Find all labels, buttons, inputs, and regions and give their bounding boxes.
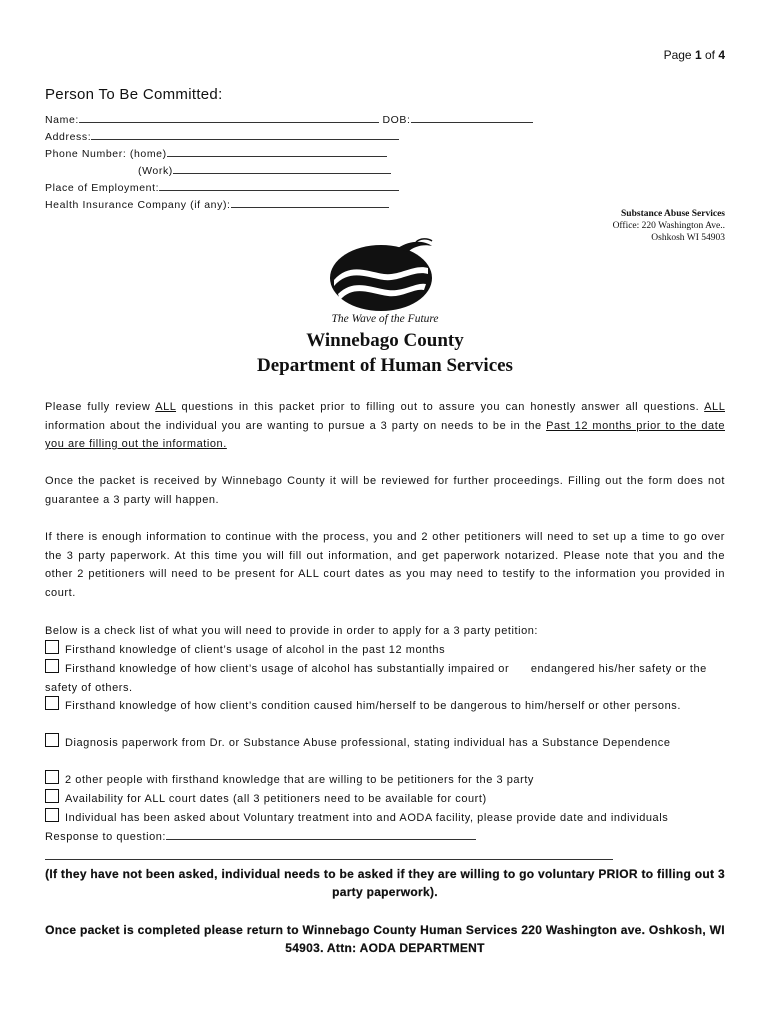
checkbox[interactable] — [45, 789, 59, 803]
phone-work-label: (Work) — [138, 165, 173, 177]
checkbox[interactable] — [45, 770, 59, 784]
office-street: Office: 220 Washington Ave.. — [612, 221, 725, 231]
instructions-paragraph: Please fully review ALL questions in this packet prior to filling out to assure you can honestly answer all questions. ALL information about the individual you are wanting to pursue a 3 party on needs to be in the Past 12 months prior to the date you are filling out the information. — [45, 401, 725, 450]
return-instructions: Once packet is completed please return to Winnebago County Human Services 220 Washington ave. Oshkosh, WI 54903. Attn: AODA DEPARTMENT — [45, 923, 725, 955]
phone-work-row — [138, 163, 391, 177]
checklist-item: Firsthand knowledge of client’s usage of alcohol in the past 12 months — [45, 640, 725, 660]
name-row — [45, 112, 533, 126]
checkbox[interactable] — [45, 808, 59, 822]
voluntary-note: (If they have not been asked, individual needs to be asked if they are willing to go voluntary PRIOR to filling out 3 party paperwork). — [45, 867, 725, 899]
phone-work-field[interactable] — [173, 163, 391, 174]
dob-label: DOB: — [382, 114, 411, 126]
review-paragraph: Once the packet is received by Winnebago County it will be reviewed for further proceedings. Filling out the form does not guarantee a 3 party will happen. — [45, 475, 725, 506]
page-number: Page 1 of 4 — [663, 48, 725, 62]
past-12-months-text: Past 12 months prior to the date you are filling out the information. — [45, 419, 725, 450]
checklist-item: Firsthand knowledge of how client’s usage of alcohol has substantially impaired or endangered his/her safety or the safety of others. — [45, 659, 725, 697]
county-name: Winnebago County — [306, 330, 464, 351]
insurance-row — [45, 197, 389, 211]
dob-field[interactable] — [411, 112, 533, 123]
name-label: Name: — [45, 114, 79, 126]
name-field[interactable] — [79, 112, 379, 123]
address-label: Address: — [45, 131, 92, 143]
department-name: Department of Human Services — [257, 355, 513, 376]
employment-field[interactable] — [159, 180, 399, 191]
phone-home-field[interactable] — [167, 146, 387, 157]
section-title: Person To Be Committed: — [45, 86, 223, 103]
checklist-item: Firsthand knowledge of how client’s condition caused him/herself to be dangerous to him/herself or other persons. — [45, 696, 725, 716]
checklist-item: Diagnosis paperwork from Dr. or Substance Abuse professional, stating individual has a Substance Dependence — [45, 733, 725, 753]
voluntary-response-field[interactable] — [166, 829, 476, 840]
address-field[interactable] — [91, 129, 399, 140]
agency-heading — [0, 328, 770, 378]
phone-home-row — [45, 146, 387, 160]
process-paragraph: If there is enough information to continue with the process, you and 2 other petitioners will need to set up a time to go over the 3 party paperwork. At this time you will fill out information, and get paperwork notarized. Please note that you and the other 2 petitioners will need to be present for ALL court dates as you may need to testify to the information you provided in court. — [45, 531, 725, 599]
office-name: Substance Abuse Services — [621, 209, 725, 219]
employment-label: Place of Employment: — [45, 182, 160, 194]
address-row — [45, 129, 399, 143]
checklist-item: 2 other people with firsthand knowledge that are willing to be petitioners for the 3 party — [45, 770, 725, 790]
checklist-intro: Below is a check list of what you will need to provide in order to apply for a 3 party petition: — [45, 625, 539, 637]
checkbox[interactable] — [45, 640, 59, 654]
checkbox[interactable] — [45, 733, 59, 747]
tagline: The Wave of the Future — [331, 313, 439, 325]
county-logo-icon — [328, 238, 438, 314]
phone-home-label: Phone Number: (home) — [45, 148, 167, 160]
insurance-label: Health Insurance Company (if any): — [45, 199, 231, 211]
checklist-item: Individual has been asked about Voluntary treatment into and AODA facility, please provide date and individuals Response to question: — [45, 808, 725, 846]
checkbox[interactable] — [45, 659, 59, 673]
insurance-field[interactable] — [231, 197, 389, 208]
checkbox[interactable] — [45, 696, 59, 710]
employment-row — [45, 180, 399, 194]
office-city: Oshkosh WI 54903 — [651, 233, 725, 243]
response-line[interactable] — [45, 859, 613, 860]
office-address — [613, 208, 725, 244]
checklist-item: Availability for ALL court dates (all 3 petitioners need to be available for court) — [45, 789, 725, 809]
